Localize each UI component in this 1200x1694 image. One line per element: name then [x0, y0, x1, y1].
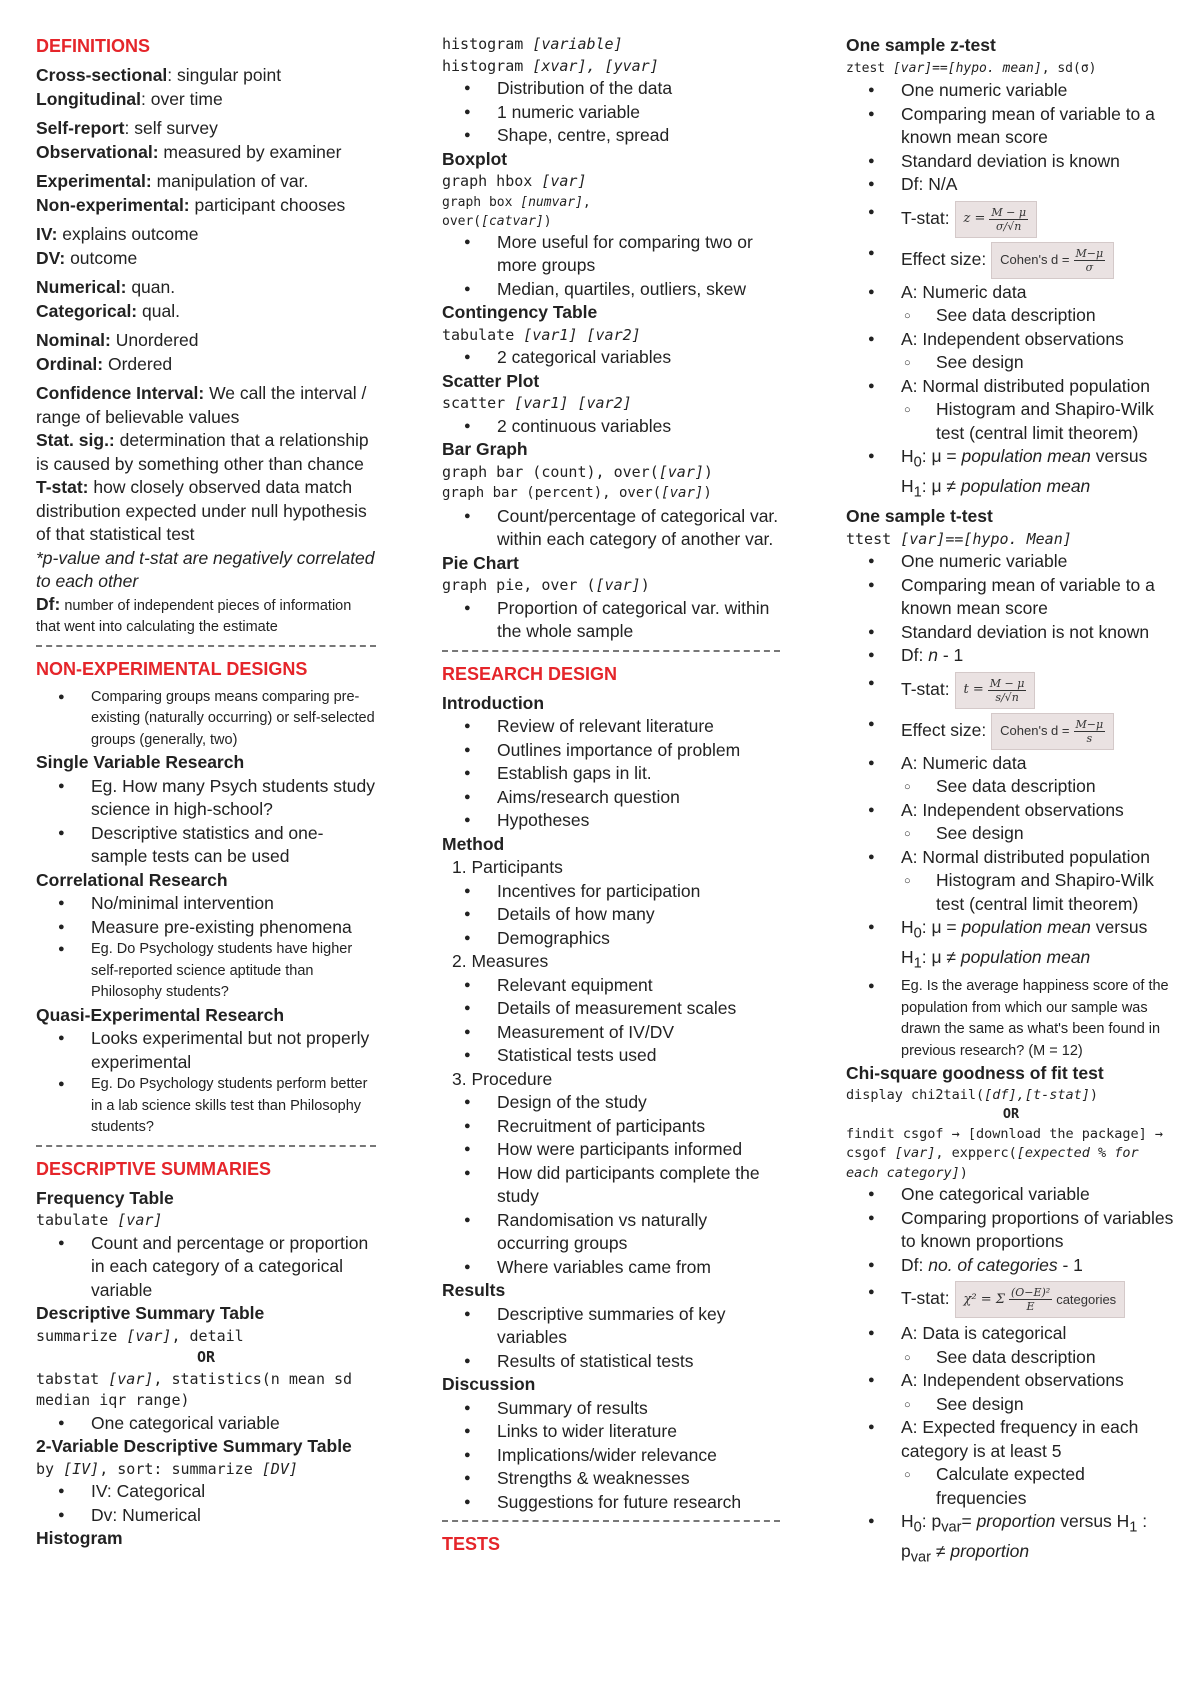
subheading-discussion: Discussion	[442, 1374, 536, 1394]
code-line: over([catvar])	[442, 213, 552, 229]
definition-df: Df: number of independent pieces of information that went into calculating the estimate	[36, 593, 352, 635]
definition-term: Ordinal:	[36, 353, 104, 374]
code-or: OR	[196, 1348, 216, 1366]
code-line: histogram [variable]	[442, 35, 623, 53]
definition-text: participant chooses	[194, 194, 346, 215]
list-item: ● Details of measurement scales	[442, 997, 780, 1021]
list-item: ● No/minimal intervention	[36, 892, 376, 916]
section-divider	[36, 1145, 376, 1147]
list-item: ● A: Independent observations	[846, 799, 1176, 823]
list-item: ● Aims/research question	[442, 786, 780, 810]
list-item: ● One numeric variable	[846, 79, 1176, 103]
subheading-t-test: One sample t-test	[846, 506, 993, 526]
definition-note: *p-value and t-stat are negatively correlated to each other	[36, 547, 375, 591]
section-divider	[442, 1520, 780, 1522]
list-item: ● Looks experimental but not properly experimental	[36, 1027, 376, 1074]
subheading-bar-graph: Bar Graph	[442, 439, 528, 459]
subheading-method: Method	[442, 833, 505, 854]
list-item: ● Results of statistical tests	[442, 1350, 780, 1374]
definition-text: Ordered	[107, 353, 173, 374]
code-line: findit csgof → [download the package] → csgof [var], expperc([expected % for each category])	[846, 1125, 1163, 1181]
list-item: ● Relevant equipment	[442, 974, 780, 998]
sub-list-item: ○ See design	[846, 822, 1176, 846]
definition-term: Observational:	[36, 141, 159, 162]
bullet-list	[442, 77, 780, 148]
list-item: ● T-stat: χ² = Σ $\frac{\text{(O−E)²}}{E}$ categories	[846, 1281, 1176, 1318]
list-item: ● Outlines importance of problem	[442, 739, 780, 763]
list-item: ● Comparing groups means comparing pre-existing (naturally occurring) or self-selected groups (generally, two)	[36, 687, 376, 752]
list-item: ● Eg. How many Psych students study science in high-school?	[36, 775, 376, 822]
list-item: ● Standard deviation is not known	[846, 621, 1176, 645]
list-item: ● Count/percentage of categorical var. within each category of another var.	[442, 505, 780, 552]
subheading-single-variable: Single Variable Research	[36, 752, 245, 772]
list-item: ● Descriptive statistics and one-sample tests can be used	[36, 822, 376, 869]
definition-text: quan.	[131, 277, 176, 297]
subheading-2-variable-summary: 2-Variable Descriptive Summary Table	[36, 1436, 352, 1456]
subheading-histogram: Histogram	[36, 1528, 123, 1548]
bullet-list	[36, 687, 376, 752]
list-item: ● A: Numeric data	[846, 281, 1176, 305]
code-line: histogram [xvar], [yvar]	[442, 56, 659, 75]
column-1	[36, 34, 376, 1551]
list-item: ● Eg. Do Psychology students perform better in a lab science skills test than Philosophy students?	[36, 1074, 376, 1139]
definition-group: Cross-sectional: singular point Longitudinal: over time	[36, 65, 282, 109]
list-item: ● Distribution of the data	[442, 77, 780, 101]
definition-term: Cross-sectional	[36, 65, 168, 85]
list-item: ● Suggestions for future research	[442, 1491, 780, 1515]
list-item: ● Count and percentage or proportion in each category of a categorical variable	[36, 1232, 376, 1303]
list-item: ● Descriptive summaries of key variables	[442, 1303, 780, 1350]
code-line: tabstat [var], statistics(n mean sd median iqr range)	[36, 1369, 353, 1409]
code-line: by [IV], sort: summarize [DV]	[36, 1459, 298, 1478]
sub-list-item: ○ Histogram and Shapiro-Wilk test (central limit theorem)	[846, 869, 1176, 916]
list-item: ● Proportion of categorical var. within the whole sample	[442, 597, 780, 644]
bullet-list	[846, 79, 1176, 505]
bullet-list	[442, 1397, 780, 1515]
list-item: ● A: Independent observations	[846, 1369, 1176, 1393]
list-item: ● Comparing mean of variable to a known mean score	[846, 574, 1176, 621]
definition-group	[36, 329, 376, 376]
list-item: ● Effect size: Cohen's d = $\frac{M-\mu}{\sigma}$	[846, 242, 1176, 279]
subheading-descriptive-summary-table: Descriptive Summary Table	[36, 1303, 265, 1323]
list-item: ● Median, quartiles, outliers, skew	[442, 278, 780, 302]
list-item: ● Design of the study	[442, 1091, 780, 1115]
definition-group	[36, 276, 376, 323]
definition-term: Nominal:	[36, 330, 111, 350]
bullet-list	[442, 715, 780, 833]
list-item: ● A: Normal distributed population	[846, 846, 1176, 870]
method-step: 2. Measures	[452, 951, 549, 971]
definition-text: Unordered	[115, 330, 199, 350]
list-item: ● 1 numeric variable	[442, 101, 780, 125]
subheading-introduction: Introduction	[442, 692, 545, 713]
subheading-quasi-experimental: Quasi-Experimental Research	[36, 1004, 285, 1025]
bullet-list	[36, 1412, 376, 1436]
list-item: ● Review of relevant literature	[442, 715, 780, 739]
bullet-list	[442, 597, 780, 644]
definition-confidence-interval: Confidence Interval: We call the interval / range of believable values	[36, 383, 367, 427]
definition-group: Self-report: self survey Observational: measured by examiner	[36, 118, 342, 162]
list-item: ● Shape, centre, spread	[442, 124, 780, 148]
list-item: ● Df: no. of categories - 1	[846, 1254, 1176, 1278]
sub-list-item: ○ See design	[846, 1393, 1176, 1417]
section-heading-definitions: DEFINITIONS	[36, 36, 151, 56]
definition-group	[36, 170, 376, 217]
list-item: ● A: Numeric data	[846, 752, 1176, 776]
list-item: ● Comparing mean of variable to a known mean score	[846, 103, 1176, 150]
list-item: ● Recruitment of participants	[442, 1115, 780, 1139]
code-or: OR	[1002, 1106, 1020, 1122]
list-item: ● Strengths & weaknesses	[442, 1467, 780, 1491]
bullet-list	[36, 1027, 376, 1139]
list-item: ● A: Normal distributed population	[846, 375, 1176, 399]
method-step: 1. Participants	[452, 857, 563, 877]
definition-t-stat: T-stat: how closely observed data match distribution expected under null hypothesis of that statistical test	[36, 477, 367, 544]
code-line: graph bar (percent), over([var])	[442, 485, 712, 501]
list-item: ● Measure pre-existing phenomena	[36, 916, 376, 940]
list-item: ● Hypotheses	[442, 809, 780, 833]
list-item: ● Comparing proportions of variables to known proportions	[846, 1207, 1176, 1254]
bullet-list	[442, 415, 780, 439]
code-line: graph hbox [var]	[442, 172, 587, 190]
list-item: ● Implications/wider relevance	[442, 1444, 780, 1468]
definition-text: outcome	[70, 247, 138, 268]
subheading-boxplot: Boxplot	[442, 148, 508, 169]
bullet-list	[442, 1303, 780, 1374]
list-item: ● A: Data is categorical	[846, 1322, 1176, 1346]
t-formula-image: t = $\frac{M - \mu}{s/√n}$	[955, 672, 1036, 709]
sub-list-item: ○ Calculate expected frequencies	[846, 1463, 1176, 1510]
list-item: ● Where variables came from	[442, 1256, 780, 1280]
list-item: ● Incentives for participation	[442, 880, 780, 904]
bullet-list	[442, 505, 780, 552]
code-line: tabulate [var]	[36, 1211, 163, 1229]
list-item: ● Summary of results	[442, 1397, 780, 1421]
bullet-list	[846, 1183, 1176, 1570]
definition-term: DV:	[36, 247, 66, 268]
definition-term: Experimental:	[36, 171, 152, 191]
definition-text: over time	[150, 88, 223, 109]
code-line: ztest [var]==[hypo. mean], sd(σ)	[846, 60, 1097, 76]
bullet-list	[36, 892, 376, 1004]
list-item: ● Eg. Is the average happiness score of the population from which our sample was drawn the same as what's been found in previous research? (M = 12)	[846, 976, 1176, 1062]
list-item: ● Standard deviation is known	[846, 150, 1176, 174]
list-item: ● A: Independent observations	[846, 328, 1176, 352]
column-2	[442, 34, 780, 1562]
code-line: tabulate [var1] [var2]	[442, 325, 641, 344]
list-item: ● Measurement of IV/DV	[442, 1021, 780, 1045]
list-item: ● Details of how many	[442, 903, 780, 927]
list-item: ● One numeric variable	[846, 550, 1176, 574]
section-heading-descriptive-summaries: DESCRIPTIVE SUMMARIES	[36, 1158, 272, 1179]
code-line: ttest [var]==[hypo. Mean]	[846, 529, 1072, 548]
list-item: ● Links to wider literature	[442, 1420, 780, 1444]
bullet-list	[36, 1232, 376, 1303]
definition-term: Numerical:	[36, 277, 127, 297]
code-line: display chi2tail([df],[t-stat])	[846, 1086, 1098, 1103]
section-heading-non-experimental: NON-EXPERIMENTAL DESIGNS	[36, 658, 308, 679]
list-item: ● Eg. Do Psychology students have higher self-reported science aptitude than Philosophy students?	[36, 939, 376, 1004]
list-item: ● Statistical tests used	[442, 1044, 780, 1068]
column-3	[846, 34, 1176, 1570]
definition-text: manipulation of var.	[156, 171, 309, 191]
list-item: ● Df: n - 1	[846, 644, 1176, 668]
list-item: ● 2 categorical variables	[442, 346, 780, 370]
definition-term: Longitudinal	[36, 88, 141, 109]
code-line: summarize [var], detail	[36, 1326, 244, 1345]
definition-text: measured by examiner	[163, 141, 342, 162]
list-item: ● Establish gaps in lit.	[442, 762, 780, 786]
chi-square-formula-image: χ² = Σ $\frac{\text{(O−E)²}}{E}$ categories	[955, 1281, 1126, 1318]
code-line: graph box [numvar],	[442, 194, 591, 210]
definition-text: qual.	[142, 300, 180, 321]
subheading-pie-chart: Pie Chart	[442, 552, 519, 573]
bullet-list	[442, 974, 780, 1068]
list-item: ● More useful for comparing two or more groups	[442, 231, 780, 278]
section-divider	[36, 645, 376, 647]
list-item: ● A: Expected frequency in each category is at least 5	[846, 1416, 1176, 1463]
cohens-d-formula-image: Cohen's d = $\frac{M-\mu}{\sigma}$	[991, 242, 1114, 279]
section-divider	[442, 650, 780, 652]
code-line: graph pie, over ([var])	[442, 576, 650, 594]
sub-list-item: ○ Histogram and Shapiro-Wilk test (central limit theorem)	[846, 398, 1176, 445]
subheading-chi-square: Chi-square goodness of fit test	[846, 1063, 1104, 1083]
list-item: ● Effect size: Cohen's d = $\frac{M-\mu}{s}$	[846, 713, 1176, 750]
bullet-list	[442, 231, 780, 302]
subheading-results: Results	[442, 1280, 506, 1300]
list-item: ● IV: Categorical	[36, 1480, 376, 1504]
bullet-list	[36, 775, 376, 869]
bullet-list	[846, 550, 1176, 1062]
list-item-hypotheses: ● $H_0$: μ = population mean versus $H_1$: μ ≠ population mean	[846, 916, 1176, 976]
list-item: ● Dv: Numerical	[36, 1504, 376, 1528]
z-formula-image: z = $\frac{M - \mu}{\sigma/√n}$	[955, 201, 1038, 238]
bullet-list	[442, 346, 780, 370]
list-item-hypotheses: ● $H_0$: μ = population mean versus $H_1$: μ ≠ population mean	[846, 445, 1176, 505]
code-line: graph bar (count), over([var])	[442, 462, 713, 481]
section-heading-tests: TESTS	[442, 1534, 501, 1554]
bullet-list	[442, 1091, 780, 1279]
method-step: 3. Procedure	[452, 1068, 553, 1089]
subheading-correlational: Correlational Research	[36, 869, 228, 890]
definition-term: IV:	[36, 224, 58, 244]
list-item: ● Demographics	[442, 927, 780, 951]
list-item: ● How did participants complete the study	[442, 1162, 780, 1209]
sub-list-item: ○ See data description	[846, 1346, 1176, 1370]
definition-term: Categorical:	[36, 300, 138, 321]
subheading-frequency-table: Frequency Table	[36, 1187, 174, 1208]
definition-text: self survey	[134, 118, 218, 138]
definition-text: explains outcome	[62, 224, 199, 244]
definition-group	[36, 223, 376, 270]
subheading-contingency-table: Contingency Table	[442, 302, 598, 322]
definition-term: Non-experimental:	[36, 194, 190, 215]
list-item: ● One categorical variable	[846, 1183, 1176, 1207]
subheading-scatter-plot: Scatter Plot	[442, 370, 540, 391]
code-line: scatter [var1] [var2]	[442, 394, 632, 412]
cohens-d-formula-image: Cohen's d = $\frac{M-\mu}{s}$	[991, 713, 1114, 750]
definition-text: singular point	[177, 65, 282, 85]
bullet-list	[36, 1480, 376, 1527]
list-item: ● Randomisation vs naturally occurring groups	[442, 1209, 780, 1256]
sub-list-item: ○ See design	[846, 351, 1176, 375]
list-item-hypotheses: ● $H_0$: $p_{var}=$ proportion versus $H_1$ : $p_{var}$ ≠ proportion	[846, 1510, 1176, 1570]
list-item: ● How were participants informed	[442, 1138, 780, 1162]
list-item: ● 2 continuous variables	[442, 415, 780, 439]
section-heading-research-design: RESEARCH DESIGN	[442, 663, 618, 684]
list-item: ● Df: N/A	[846, 173, 1176, 197]
sub-list-item: ○ See data description	[846, 304, 1176, 328]
list-item: ● T-stat: z = $\frac{M - \mu}{\sigma/√n}$	[846, 201, 1176, 238]
definition-stat-sig: Stat. sig.: determination that a relationship is caused by something other than chance	[36, 430, 369, 474]
definition-term: Self-report	[36, 118, 125, 138]
sub-list-item: ○ See data description	[846, 775, 1176, 799]
list-item: ● One categorical variable	[36, 1412, 376, 1436]
list-item: ● T-stat: t = $\frac{M - \mu}{s/√n}$	[846, 672, 1176, 709]
bullet-list	[442, 880, 780, 951]
subheading-z-test: One sample z-test	[846, 35, 996, 55]
